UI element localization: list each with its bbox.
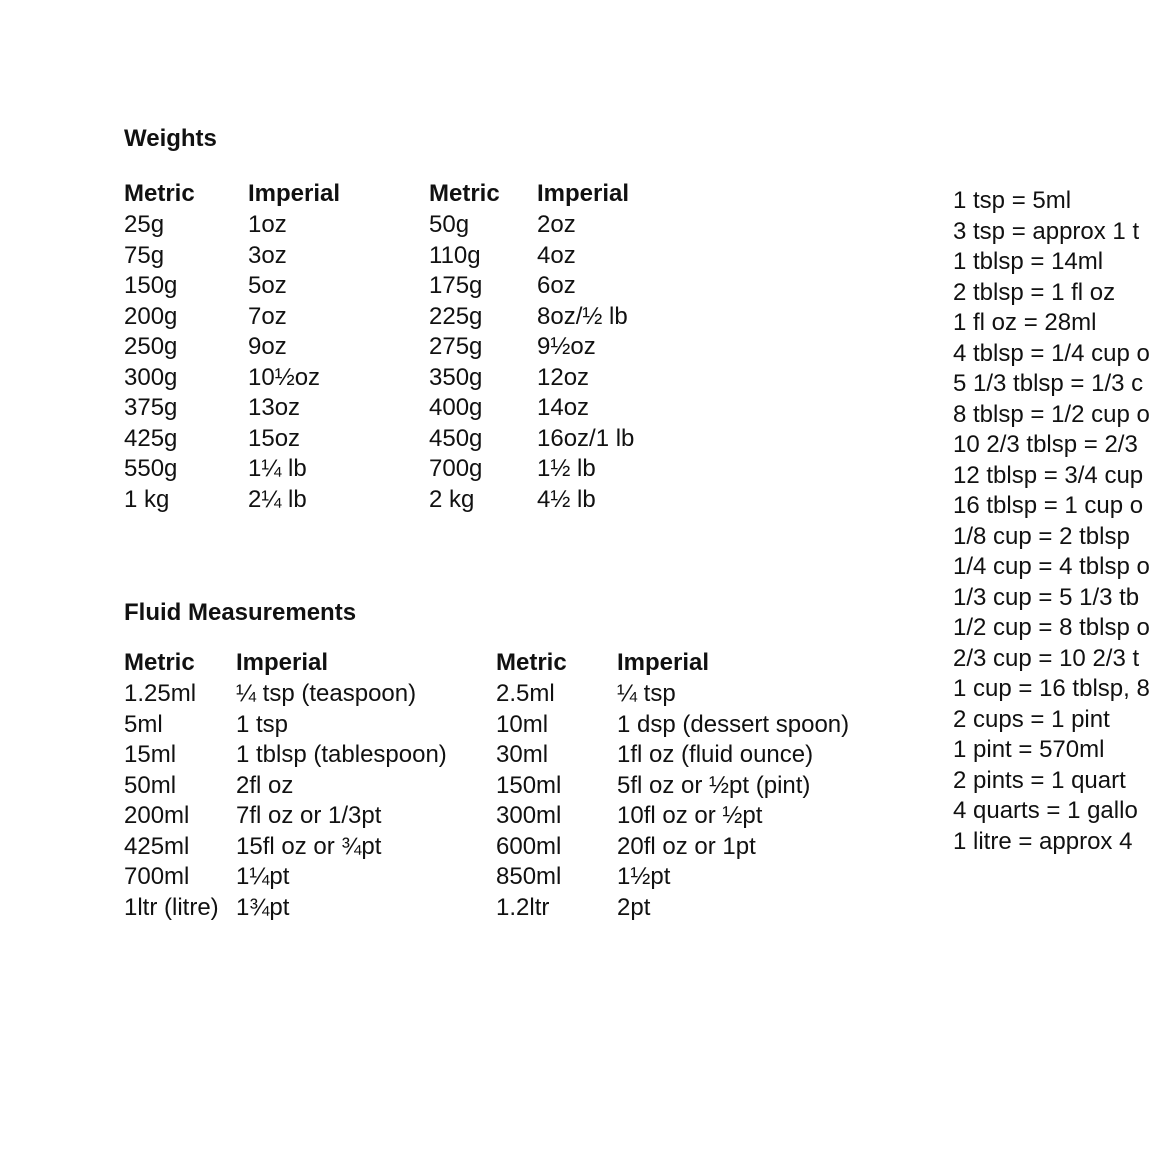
imperial-value: 2oz (537, 211, 576, 238)
imperial-value: 8oz/½ lb (537, 302, 628, 330)
equivalence-item: 4 tblsp = 1/4 cup o (953, 339, 1150, 367)
equivalence-item: 16 tblsp = 1 cup o (953, 492, 1144, 519)
imperial-value: 4½ lb (537, 485, 596, 513)
table-row (124, 485, 684, 516)
kitchen-equivalents-list (953, 186, 1159, 857)
metric-value: 10ml (496, 710, 549, 738)
metric-value: 150g (124, 272, 178, 299)
equivalence-item: 2/3 cup = 10 2/3 t (953, 644, 1140, 672)
imperial-value: 1 tsp (236, 710, 289, 738)
metric-value: 2.5ml (496, 680, 555, 707)
metric-value: 50g (429, 211, 470, 238)
table-row (124, 832, 884, 863)
metric-value: 300g (124, 363, 178, 391)
imperial-value: 7oz (248, 302, 287, 330)
table-row (124, 740, 884, 771)
column-header-metric: Metric (429, 180, 500, 207)
fluid-header-row (124, 647, 884, 679)
imperial-value: 14oz (537, 394, 590, 421)
equivalence-item: 1/2 cup = 8 tblsp o (953, 614, 1150, 641)
imperial-value: 1oz (248, 211, 287, 238)
imperial-value: ¼ tsp (617, 680, 676, 707)
table-row (124, 363, 684, 394)
column-header-imperial: Imperial (236, 649, 329, 676)
metric-value: 700ml (124, 863, 190, 890)
metric-value: 850ml (496, 863, 562, 890)
imperial-value: 2¼ lb (248, 485, 307, 513)
equivalence-item: 5 1/3 tblsp = 1/3 c (953, 370, 1144, 397)
metric-value: 600ml (496, 832, 562, 860)
metric-value: 400g (429, 394, 483, 421)
metric-value: 15ml (124, 741, 177, 768)
imperial-value: 1¼ lb (248, 455, 307, 482)
table-row (124, 241, 684, 272)
table-row (124, 424, 684, 455)
imperial-value: 10fl oz or ½pt (617, 802, 763, 829)
imperial-value: 1 dsp (dessert spoon) (617, 710, 850, 738)
imperial-value: 1fl oz (fluid ounce) (617, 741, 814, 768)
column-header-imperial: Imperial (537, 180, 630, 207)
equivalence-item: 2 pints = 1 quart (953, 766, 1126, 794)
imperial-value: 1 tblsp (tablespoon) (236, 741, 447, 768)
metric-value: 2 kg (429, 485, 475, 513)
equivalence-item: 12 tblsp = 3/4 cup (953, 461, 1144, 489)
imperial-value: 1½pt (617, 863, 671, 890)
column-header-metric: Metric (496, 649, 567, 676)
metric-value: 550g (124, 455, 178, 482)
imperial-value: 5fl oz or ½pt (pint) (617, 771, 811, 799)
imperial-value: 20fl oz or 1pt (617, 832, 756, 860)
imperial-value: 12oz (537, 363, 590, 391)
imperial-value: 10½oz (248, 363, 321, 391)
column-header-metric: Metric (124, 180, 195, 207)
weights-header-row (124, 178, 684, 210)
metric-value: 250g (124, 333, 178, 360)
metric-value: 1ltr (litre) (124, 893, 219, 921)
imperial-value: 6oz (537, 272, 576, 299)
weights-table (124, 178, 684, 515)
metric-value: 275g (429, 333, 483, 360)
metric-value: 225g (429, 302, 483, 330)
imperial-value: 16oz/1 lb (537, 424, 635, 452)
imperial-value: 7fl oz or 1/3pt (236, 802, 382, 829)
table-row (124, 679, 884, 710)
table-row (124, 332, 684, 363)
column-header-imperial: Imperial (617, 649, 710, 676)
metric-value: 375g (124, 394, 178, 421)
metric-value: 350g (429, 363, 483, 391)
equivalence-item: 8 tblsp = 1/2 cup o (953, 400, 1150, 428)
metric-value: 450g (429, 424, 483, 452)
imperial-value: ¼ tsp (teaspoon) (236, 680, 417, 707)
table-row (124, 801, 884, 832)
metric-value: 300ml (496, 802, 562, 829)
metric-value: 1.25ml (124, 680, 197, 707)
imperial-value: 2fl oz (236, 771, 294, 799)
imperial-value: 5oz (248, 272, 287, 299)
metric-value: 5ml (124, 710, 163, 738)
fluid-measurements-table (124, 647, 884, 923)
equivalence-item: 1/3 cup = 5 1/3 tb (953, 583, 1140, 611)
equivalence-item: 1/8 cup = 2 tblsp (953, 522, 1130, 550)
table-row (124, 393, 684, 424)
equivalence-item: 1 fl oz = 28ml (953, 309, 1097, 336)
metric-value: 425g (124, 424, 178, 452)
imperial-value: 9½oz (537, 333, 596, 360)
equivalence-item: 10 2/3 tblsp = 2/3 (953, 431, 1138, 458)
table-row (124, 271, 684, 302)
metric-value: 425ml (124, 832, 190, 860)
table-row (124, 862, 884, 893)
metric-value: 200g (124, 302, 178, 330)
imperial-value: 13oz (248, 394, 301, 421)
imperial-value: 4oz (537, 241, 576, 269)
equivalence-item: 4 quarts = 1 gallo (953, 797, 1138, 824)
table-row (124, 302, 684, 333)
metric-value: 1 kg (124, 485, 170, 513)
equivalence-item: 1 litre = approx 4 (953, 827, 1133, 855)
metric-value: 200ml (124, 802, 190, 829)
metric-value: 700g (429, 455, 483, 482)
table-row (124, 771, 884, 802)
imperial-value: 9oz (248, 333, 287, 360)
metric-value: 50ml (124, 771, 177, 799)
equivalence-item: 1/4 cup = 4 tblsp o (953, 553, 1150, 580)
equivalence-item: 3 tsp = approx 1 t (953, 217, 1140, 245)
equivalence-item: 2 cups = 1 pint (953, 705, 1110, 733)
imperial-value: 1¼pt (236, 863, 290, 890)
table-row (124, 454, 684, 485)
metric-value: 150ml (496, 771, 562, 799)
metric-value: 25g (124, 211, 165, 238)
column-header-imperial: Imperial (248, 180, 341, 207)
table-row (124, 210, 684, 241)
imperial-value: 15fl oz or ¾pt (236, 832, 382, 860)
equivalence-item: 2 tblsp = 1 fl oz (953, 278, 1116, 306)
table-row (124, 893, 884, 924)
metric-value: 110g (429, 241, 481, 269)
metric-value: 175g (429, 272, 483, 299)
column-header-metric: Metric (124, 649, 195, 676)
imperial-value: 15oz (248, 424, 301, 452)
table-row (124, 710, 884, 741)
equivalence-item: 1 tblsp = 14ml (953, 248, 1104, 275)
equivalence-item: 1 pint = 570ml (953, 736, 1105, 763)
imperial-value: 1½ lb (537, 455, 596, 482)
weights-title: Weights (124, 125, 217, 152)
metric-value: 1.2ltr (496, 893, 550, 921)
equivalence-item: 1 cup = 16 tblsp, 8 (953, 675, 1150, 702)
metric-value: 75g (124, 241, 165, 269)
imperial-value: 3oz (248, 241, 287, 269)
fluid-measurements-title: Fluid Measurements (124, 599, 357, 626)
imperial-value: 2pt (617, 893, 651, 921)
equivalence-item: 1 tsp = 5ml (953, 187, 1072, 214)
imperial-value: 1¾pt (236, 893, 290, 921)
metric-value: 30ml (496, 741, 549, 768)
